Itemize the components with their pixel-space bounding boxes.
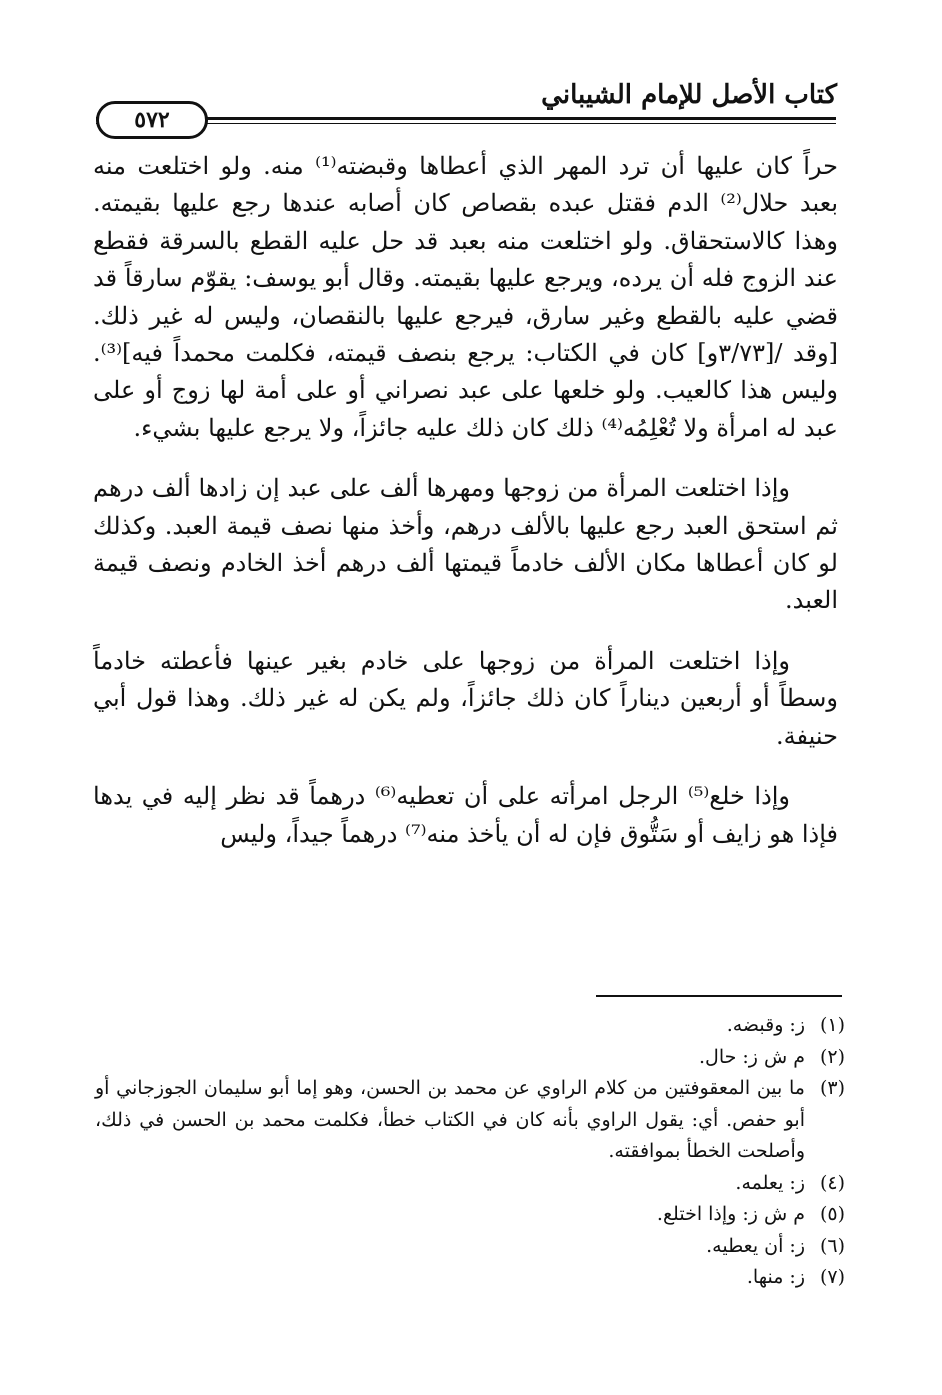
footnote-text: ما بين المعقوفتين من كلام الراوي عن محمد بن الحسن، وهو إما أبو سليمان الجوزجاني أو أبو حفص. أي: يقول الراوي بأنه كان في الكتاب خطأ، فكلمت محمد بن الحسن في ذلك، وأصلحت الخطأ بموافقته. (95, 1077, 805, 1162)
body-text (93, 148, 838, 853)
running-header-title: كتاب الأصل للإمام الشيباني (541, 80, 837, 110)
footnote-text: م ش ز: حال. (698, 1045, 805, 1068)
footnote-number: (٥) (819, 1203, 845, 1225)
footnote-number: (٦) (819, 1234, 845, 1257)
footnote-separator (596, 995, 842, 997)
footnote-item (95, 1231, 845, 1263)
footnote-item (95, 1262, 845, 1294)
paragraph: وإذا خلع⁽⁵⁾ الرجل امرأته على أن تعطيه⁽⁶⁾ درهماً قد نظر إليه في يدها فإذا هو زايف أو سَتُّوق فإن له أن يأخذ منه⁽⁷⁾ درهماً جيداً، وليس (93, 782, 838, 848)
footnote-text: ز: أن يعطيه. (706, 1234, 805, 1257)
footnote-text: ز: وقبضه. (726, 1014, 805, 1036)
footnote-number: (٣) (819, 1077, 845, 1099)
footnote-number: (٧) (819, 1266, 845, 1288)
footnote-item (95, 1199, 845, 1231)
footnote-text: ز: منها. (746, 1266, 805, 1288)
page-number: ٥٧٢ (134, 107, 170, 133)
paragraph: حراً كان عليها أن ترد المهر الذي أعطاها وقبضته⁽¹⁾ منه. ولو اختلعت منه بعبد حلال⁽²⁾ الدم فقتل عبده بقصاص كان أصابه عندها رجع عليها بقيمته. وهذا كالاستحقاق. ولو اختلعت منه بعبد قد حل عليه القطع بالسرقة فقطع عند الزوج فله أن يرده، ويرجع عليها بقيمته. وقال أبو يوسف: يقوّم سارقاً قد قضي عليه بالقطع وغير سارق، فيرجع عليها بالنقصان، وليس له غير ذلك. [وقد /[٣/٧٣و] كان في الكتاب: يرجع بنصف قيمته، فكلمت محمداً فيه]⁽³⁾. وليس هذا كالعيب. ولو خلعها على عبد نصراني أو على أمة لها زوج أو على عبد له امرأة ولا تُعْلِمُه⁽⁴⁾ ذلك كان ذلك عليه جائزاً، ولا يرجع عليها بشيء. (93, 152, 839, 442)
footnote-text: م ش ز: وإذا اختلع. (656, 1203, 805, 1225)
page-number-badge (96, 101, 208, 139)
footnote-item (95, 1168, 845, 1200)
footnote-item (95, 1010, 845, 1042)
footnote-number: (١) (819, 1014, 845, 1036)
paragraph: وإذا اختلعت المرأة من زوجها على خادم بغير عينها فأعطته خادماً وسطاً أو أربعين ديناراً كان ذلك جائزاً، ولم يكن له غير ذلك. وهذا قول أبي حنيفة. (93, 646, 838, 750)
footnote-number: (٢) (819, 1045, 845, 1068)
footnotes (95, 1010, 845, 1294)
footnote-item (95, 1042, 845, 1074)
footnote-number: (٤) (819, 1171, 845, 1194)
footnote-text: ز: يعلمه. (735, 1171, 805, 1194)
paragraph: وإذا اختلعت المرأة من زوجها ومهرها ألف على عبد إن زادها ألف درهم ثم استحق العبد رجع عليها بالألف درهم، وأخذ منها نصف قيمة العبد. وكذلك لو كان أعطاها مكان الألف خادماً قيمتها ألف درهم أخذ الخادم ونصف قيمة العبد. (93, 474, 838, 615)
footnote-item (95, 1073, 845, 1168)
